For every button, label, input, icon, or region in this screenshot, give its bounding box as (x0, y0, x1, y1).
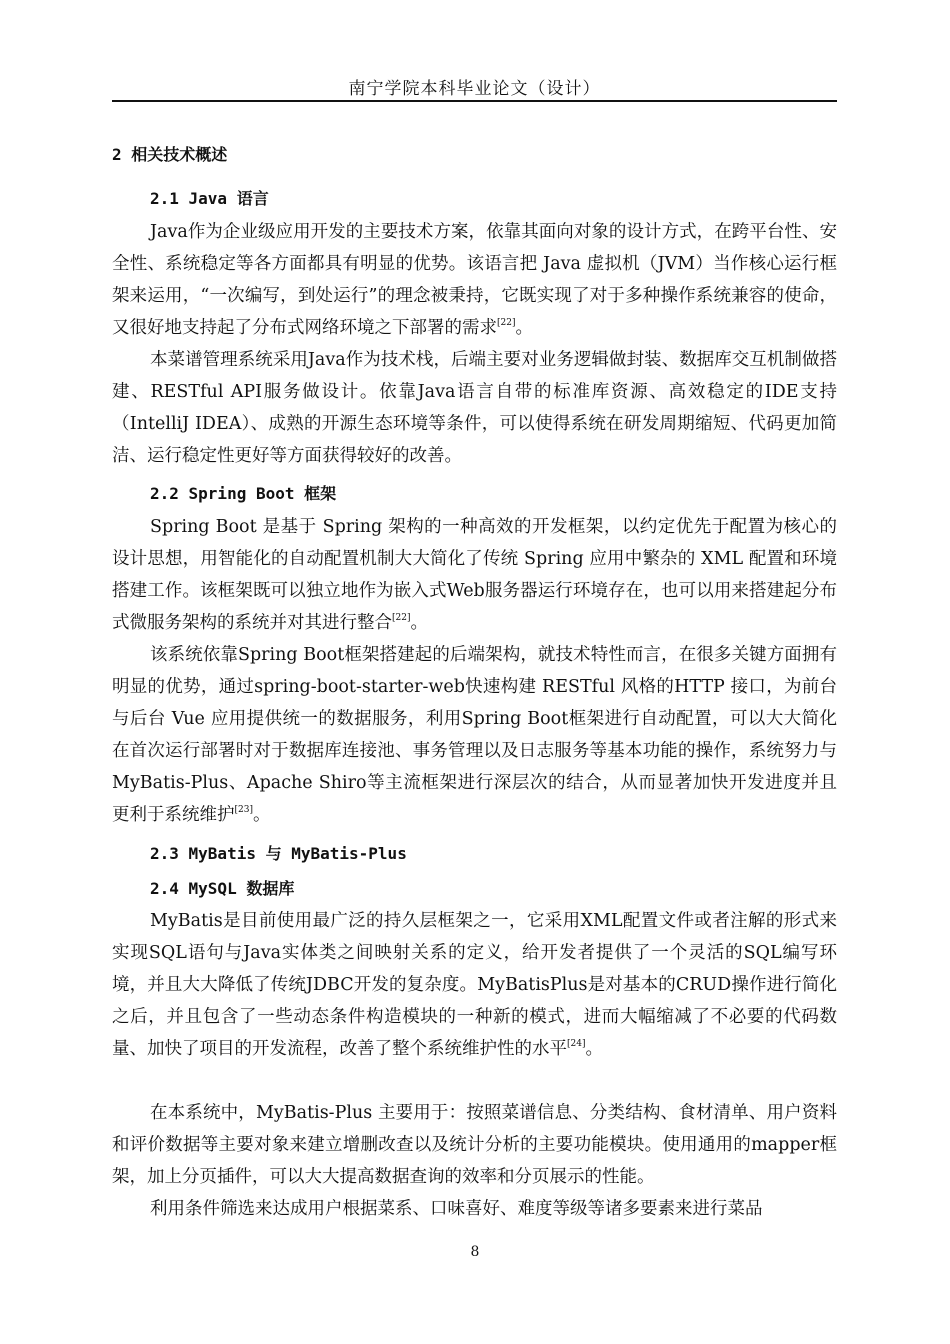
paragraph-java-2: 本菜谱管理系统采用Java作为技术栈，后端主要对业务逻辑做封装、数据库交互机制做搭建、RESTful API服务做设计。依靠Java语言自带的标准库资源、高效稳定的IDE支持（IntelliJ IDEA）、成熟的开源生态环境等条件，可以使得系统在研发周期缩短、代码更加简洁、运行稳定性更好等方面获得较好的改善。 (112, 350, 837, 466)
section-heading-2-1: 2.1 Java 语言 (150, 189, 269, 208)
paragraph-springboot-1: Spring Boot 是基于 Spring 架构的一种高效的开发框架，以约定优先于配置为核心的设计思想，用智能化的自动配置机制大大简化了传统 Spring 应用中繁杂的 XML 配置和环境搭建工作。该框架既可以独立地作为嵌入式Web服务器运行环境存在，也可以用来搭建起分布式微服务架构的系统并对其进行整合[22]。 (112, 517, 837, 633)
header-rule (112, 100, 837, 102)
paragraph-mybatis-2: 在本系统中，MyBatis-Plus 主要用于：按照菜谱信息、分类结构、食材清单、用户资料和评价数据等主要对象来建立增删改查以及统计分析的主要功能模块。使用通用的mapper框架，加上分页插件，可以大大提高数据查询的效率和分页展示的性能。 (112, 1103, 837, 1187)
paragraph-springboot-2: 该系统依靠Spring Boot框架搭建起的后端架构，就技术特性而言，在很多关键方面拥有明显的优势，通过spring-boot-starter-web快速构建 RESTful 风格的HTTP 接口，为前台与后台 Vue 应用提供统一的数据服务，利用Spring Boot框架进行自动配置，可以大大简化在首次运行部署时对于数据库连接池、事务管理以及日志服务等基本功能的操作，系统努力与MyBatis-Plus、Apache Shiro等主流框架进行深层次的结合，从而显著加快开发进度并且更利于系统维护[23]。 (112, 645, 837, 825)
section-heading-2-3: 2.3 MyBatis 与 MyBatis-Plus (150, 844, 407, 863)
section-heading-2-2: 2.2 Spring Boot 框架 (150, 484, 337, 503)
paragraph-mybatis-1: MyBatis是目前使用最广泛的持久层框架之一，它采用XML配置文件或者注解的形式来实现SQL语句与Java实体类之间映射关系的定义，给开发者提供了一个灵活的SQL编写环境，并且大大降低了传统JDBC开发的复杂度。MyBatisPlus是对基本的CRUD操作进行简化之后，并且包含了一些动态条件构造模块的一种新的模式，进而大幅缩减了不必要的代码数量、加快了项目的开发流程，改善了整个系统维护性的水平[24]。 (112, 911, 837, 1059)
citation: [22] (392, 613, 411, 623)
citation: [24] (567, 1039, 586, 1049)
citation: [23] (234, 805, 253, 815)
running-header: 南宁学院本科毕业论文（设计） (348, 79, 601, 99)
section-heading-2: 2 相关技术概述 (112, 145, 228, 164)
paragraph-java-1: Java作为企业级应用开发的主要技术方案，依靠其面向对象的设计方式，在跨平台性、安全性、系统稳定等各方面都具有明显的优势。该语言把 Java 虚拟机（JVM）当作核心运行框架来运用，“一次编写，到处运行”的理念被秉持，它既实现了对于多种操作系统兼容的使命，又很好地支持起了分布式网络环境之下部署的需求[22]。 (112, 222, 837, 338)
page-number: 8 (470, 1244, 480, 1260)
paragraph-mybatis-3: 利用条件筛选来达成用户根据菜系、口味喜好、难度等级等诸多要素来进行菜品 (150, 1199, 763, 1219)
section-heading-2-4: 2.4 MySQL 数据库 (150, 879, 295, 898)
citation: [22] (497, 318, 516, 328)
